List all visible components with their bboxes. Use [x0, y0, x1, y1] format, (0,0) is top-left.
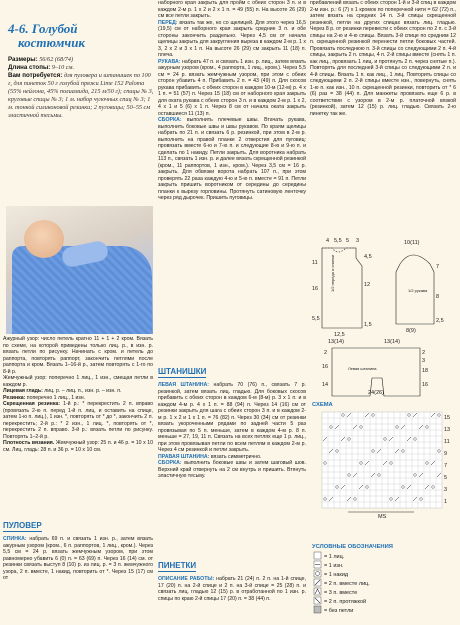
diagram-label: 24(26) [368, 390, 384, 396]
title-block [8, 22, 153, 120]
no-stitch-symbol-icon [314, 606, 321, 613]
diagram-label: 12,5 [334, 332, 345, 338]
diagram-label: 8 [436, 294, 440, 300]
diagram-label: 3 [422, 358, 426, 364]
sleeves-line: РУКАВА: набрать 47 п. и связать 1 изн. р. лиц., затем вязать ажурным узором (кром., 4 раппорта, 1 лиц., кром.). Через 5,5 см = 24 р. вязать жемчужным узором, при этом с обеих сторон убавить 4 п. Прибавить 2 п. = 43 (49) п. Для скосов рукава прибавить с обеих сторон в каждом 10-м (12-м) р. 4 х 1 п. = 51 (57) п. Через 15 (18) см от наборного края закрыть для оката рукава с обеих сторон 3 п. и в каждом 2-м р. 1 х 2, 4 х 1 и 5 (6) х 1 п. Через 8 см от начала оката закрыть оставшиеся 11 (13) п. [158, 58, 306, 117]
intro [8, 56, 153, 120]
legend-item: = 2 п. протяжкой [324, 599, 367, 605]
pearl-pattern-text: Жемчужный узор: поперечно 1 лиц., 1 изн., смещая петли в каждом р. [3, 375, 153, 388]
materials-line: Вам потребуется: для пуловера и штанишек по 100 г, для пинеток 50 г голубой пряжи Lime 152 Paloma (55% нейлона, 45% полиамида, 215 м/50 г); спицы № 3, круговые спицы № 3; 1 м. набор чулочных спиц № 3; 1 м. тонкой силиконовой резинки; 2 пуговицы; 50–55 см эластичной тесьмы. [8, 72, 153, 119]
lace-scheme [308, 398, 458, 520]
right-leg-line: ПРАВАЯ ШТАНИНА: вязать симметрично. [158, 453, 262, 460]
pants-piece-shape [332, 348, 420, 396]
scheme-row-number: 3 [444, 487, 448, 493]
left-leg-line: ЛЕВАЯ ШТАНИНА: набрать 70 (76) п., связать 7 р. резинкой, затем вязать лиц. гладью. Для боковых скосов прибавить с обеих сторон в каждом 6-м (8-м) р. 3 х 1 п. и в каждом 4-м р. 4 х 1 п. = 88 (94) п. Через 14 (16) см от резинки закрыть для шага с обеих сторон 3 п. и в каждом 2-м р. 1 х 2 и 1 х 1 п. = 76 (82) п. Через 30 (34) см от резинки вязать укороченными рядами по задней части 5 раз провязывая по 5 п. меньше, затем в каждом 4-м р. 8 п. меньше = 27, 19, 11 п. Связать на всех петлях еще 1 р. лиц., при этом провязывая петли по всем петлям в каждом 2-м р. Через 4 см резинкой и петли закрыть. [158, 382, 306, 453]
baby-head-image [24, 220, 64, 258]
diagram-label: 5 [346, 238, 350, 244]
diagram-label: 11 [312, 260, 318, 266]
legend-item: = 1 лиц. [324, 554, 345, 560]
legend-item: = 1 накид [324, 572, 349, 578]
left-column [3, 0, 153, 625]
diagram-label: 5,5 [312, 316, 320, 322]
legend-title: УСЛОВНЫЕ ОБОЗНАЧЕНИЯ [312, 544, 393, 550]
lace-pattern-text: Ажурный узор: число петель кратно 11 + 1 + 2 кром. Вязать по схеме, на которой приведены только лиц. р., в изн. р. вязать петли по рисунку. Начинать с кром. и петель до раппорта, повторять раппорт, закончить петлями после раппорта и кром. Вязать 1–16-й р., затем повторять с 1-го по 8-й р. [3, 336, 153, 375]
pants-heading: ШТАНИШКИ [158, 367, 207, 376]
front-line: ПЕРЕД: вязать так же, но со щелицей. Для этого через 16,5 (19,5) см от наборного края закрыть средние 3 п. и обе стороны закончить раздельно. Через 4,5 см от начала щелицы закрыть для закругления выреза в каждом 2-м р. 1 х 3, 2 х 2 и 3 х 1 п. На высоте 26 (29) см закрыть 11 (18) п. плеча. [158, 19, 306, 58]
legend-item: = без петли [324, 608, 354, 614]
length-line: Длина стопы: 9–10 см. [8, 64, 75, 71]
page-title [8, 22, 153, 50]
diagram-label: 8(9) [406, 328, 416, 334]
middle-column [158, 0, 306, 625]
legend [308, 540, 458, 622]
baby-photo [6, 206, 153, 334]
booties-heading: ПИНЕТКИ [158, 561, 197, 570]
diagram-label: 7 [436, 264, 440, 270]
diagram-label: 1/2 переда и спинки [330, 254, 335, 292]
pants-section [158, 362, 306, 480]
diagram-label: 12 [364, 282, 371, 288]
booties-continued [310, 0, 456, 117]
diagram-label: 10(11) [404, 240, 420, 246]
diagram-label: 16 [422, 382, 429, 388]
legend-item: = 2 п. вместе лиц. [324, 581, 370, 587]
diagram-label: 1/2 рукава [408, 288, 428, 293]
assembly-line: СБОРКА: выполнить плечевые швы. Втачать рукава, выполнить боковые швы и швы рукавов. По краям щелицы набрать по 21 п. и связать 6 р. резинкой, при этом в 2-м р. выполнить на правой планке 2 отверстия для пуговиц: провязать вместе 6-ю и 7-ю п. и следующие 8-ю и 9-ю п. и сделать по 1 накиду. Петли закрыть. Для воротника набрать 113 п., связать 1 изн. р. и далее вязать скрещенной резинкой (кром., 11 раппортов, 1 изн., кром.). Через 3,5 см = 16 р. закрыть. Для обвязки ворота набрать 107 п., при этом проверять 22 раза каждую 4-ю и 5-ю п. вместе = 91 п. Петли закрыть пришить воротником от середины до середины планки к вырезу горловины. Протянуть сатиновую ленточку через ряд дырочек. Пришить пуговицы. [158, 117, 306, 201]
pullover-heading: ПУЛОВЕР [3, 521, 42, 530]
diagram-label: 2,5 [436, 318, 444, 324]
neckline-shape [322, 248, 356, 252]
diagram-label: 4 [326, 238, 330, 244]
diagram-label: 16 [322, 364, 329, 370]
back-line: СПИНКА: набрать 69 п. и связать 1 изн. р., затем вязать ажурным узором (кром., 6 п. раппортов, 1 лиц., кром.). Через 5,5 см = 24 р. вязать жемчужным узором, при этом равномерно убавить 6 (0) п. = 63 (69) п. Через 16 (14) см. от резинки связать выступ 8 (10) р. из лиц. р. = 3 п. жемчужного узора, 2 п. вместе, 1 накид, повторить от *. Через 15 (17) см от [3, 536, 153, 581]
scheme-title: СХЕМА [312, 402, 333, 408]
pattern-diagram [308, 228, 458, 398]
scheme-row-number: 13 [444, 427, 451, 433]
title-line2: костюмчик [18, 35, 86, 50]
knit-symbol-icon [314, 552, 321, 559]
booties-continued-text: прибавлений вязать с обеих сторон 1-й и 3-й спиц в каждом 2-м изн. р.: 6 (7) х 1 кромок по поперечной нити = 62 (72) п., затем вязать на средних 14 п. 3-й спицы скрещенной резинкой, петли на других спицах вязать лиц. гладью. Через 8 р. от резинки перевести с обеих сторон по 2 п. с 3-й спицы на 2-ю и 4-ю спицы. Вязать 3-й спице по средним 12 п. скрещенной резинкой перенести петли боковых частей. Провязать последнюю п. 3-й спицы со следующими 2 п. 4-й спицы, закрыть 2 п. спицы, 4 п. 2-й спицы вместе (снять 1 п. как лиц., провязать 1 лиц. и протянуть 2 п. через снятые п.). Повторять для последней 3-й спицы со следующими 2 п. и 4-й спицы. Вязать 1 п. как лиц., 1 лиц. Повторить спицы со следующими 2 п. 2-й спицы вместе изн., повернуть, снять 1-ю п. как изн., 10 п. скрещенной резинки, повторить от * 6 (6) раз = 38 (44) п. Для манжеты провязать еще 6 р. в соответствии с узором в 2-м р. платочной вязкой (резинкой), затем 12 (15) р. лиц. гладью. Связать 2-ю пинетку так же. [310, 0, 456, 117]
scheme-row-number: 11 [444, 439, 450, 445]
diagram-label: 5,5 [334, 238, 342, 244]
scheme-row-numbers [444, 415, 450, 505]
cross-rib-line: Скрещенная резинка: 1-й р.: * перекрестить 2 п. вправо (провязать 2-ю п. перед 1-й п. лиц. и оставить на спице, затем 1-ю п. лиц.), 1 изн. *, повторять от * до *, закончить 2 п. перекрестить; 2-й р.: * 2 изн., 1 лиц. *, повторять от *, перекрестить 2 п. вправо. 3-й р.: вязать петли по рисунку. Повторять 1–2-й р. [3, 401, 153, 440]
diagram-label: 13(14) [384, 339, 400, 345]
legend-item: = 1 изн. [324, 563, 344, 569]
left-body [3, 336, 153, 453]
body-piece-shape [322, 248, 362, 328]
pullover-section [3, 516, 153, 582]
diagram-label: 4,5 [364, 254, 372, 260]
diagram-label: 14 [322, 382, 329, 388]
diagram-label: 2 [324, 350, 328, 356]
title-line1: 4-6. Голубой [8, 21, 78, 36]
scheme-row-number: 1 [444, 499, 448, 505]
booties-section [158, 556, 306, 602]
pullover-continued [158, 0, 306, 202]
rib-line: Резинка: поперечно 1 лиц., 1 изн. [3, 394, 86, 401]
scheme-row-number: 15 [444, 415, 451, 421]
scheme-row-number: 9 [444, 451, 448, 457]
diagram-label: Левая штанина [348, 366, 377, 371]
scheme-row-number: 7 [444, 463, 448, 469]
pants-assembly-line: СБОРКА: выполнить боковые швы и затем шаговый шов. Верхний край отвернуть на 2 см внутрь и пришить. Втянуть эластичную тесьму. [158, 460, 306, 479]
scheme-row-number: 5 [444, 475, 448, 481]
yarn-over-symbol-icon [314, 570, 321, 577]
diagram-label: 2 [422, 350, 426, 356]
legend-item: = 3 п. вместе [324, 590, 358, 596]
repeat-label: МS [378, 514, 387, 520]
diagram-label: 3 [356, 238, 360, 244]
face-stitch-line: Лицевая гладь: лиц. р. – лиц. п., изн. р. – изн. п. [3, 388, 122, 394]
density-line: Плотность вязания. Жемчужный узор: 25 п. и 46 р. = 10 х 10 см. Лиц. гладь: 28 п. и 36 р. = 10 х 10 см. [3, 440, 153, 453]
booties-line: ОПИСАНИЕ РАБОТЫ: набрать 21 (24) п. 2 п. на 1-й спице, 17 (20) п. на 2-й спице и 2 п. на 3-й спице = 25 (28) п. и связать лиц. гладью 12 (15) р. в отработанной по 1 изн. р. спицы по краю 2-й спицы 17 (20) п. = 38 (44) п. [158, 576, 306, 602]
armhole-text: наборного края закрыть для пройм с обеих сторон 3 п. и в каждом 2-м р. 1 х 2 и 2 х 1 п. = 49 (55) п. На высоте 26 (29) см все петли закрыть. [158, 0, 306, 19]
diagram-label: 16 [312, 286, 319, 292]
scheme-gridlines [322, 412, 442, 508]
sizes-line: Размеры: 56/62 (68/74) [8, 56, 74, 63]
diagram-label: 1,5 [364, 322, 372, 328]
diagram-label: 18 [422, 368, 429, 374]
diagram-label: 13(14) [328, 339, 344, 345]
